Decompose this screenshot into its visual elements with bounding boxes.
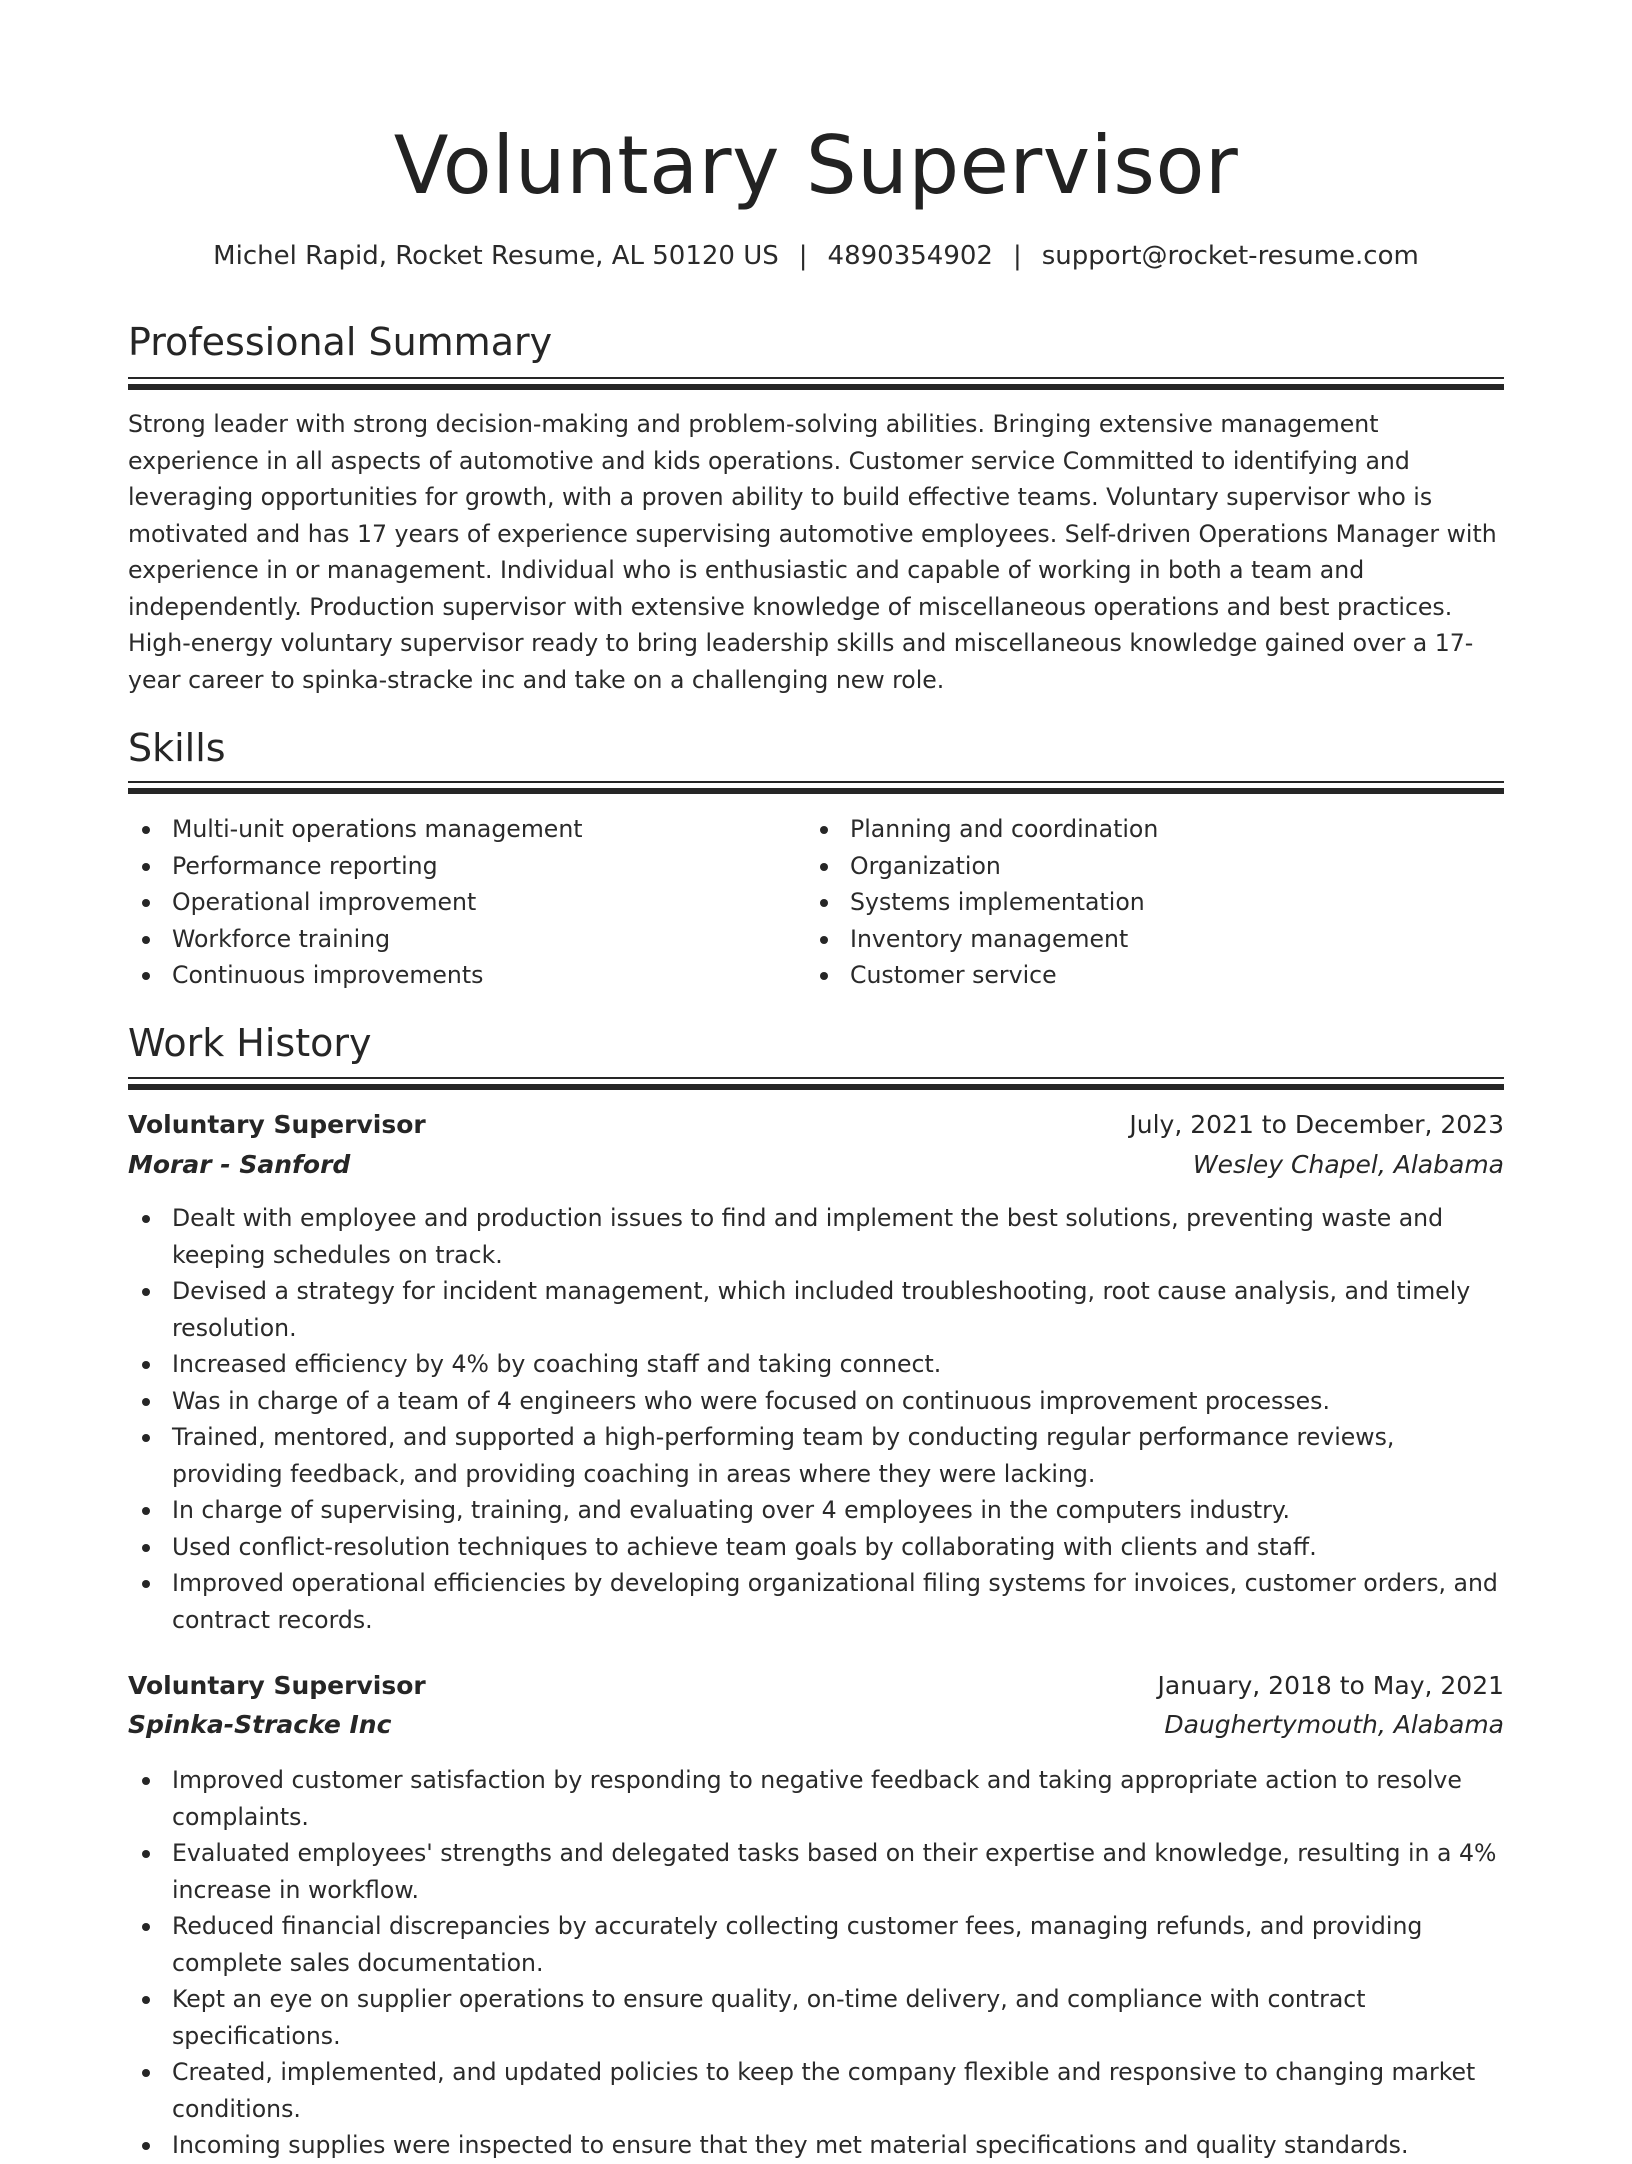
job-bullet: In charge of supervising, training, and evaluating over 4 employees in the computers industry.	[128, 1492, 1504, 1529]
job-title: Voluntary Supervisor	[128, 1671, 426, 1700]
job-bullet: Dealt with employee and production issues to find and implement the best solutions, preventing waste and keeping schedules on track.	[128, 1200, 1504, 1273]
bullet-icon	[820, 972, 828, 980]
skills-list-right	[806, 811, 1504, 994]
job-bullet: Used conflict-resolution techniques to achieve team goals by collaborating with clients and staff.	[128, 1529, 1504, 1566]
bullet-icon	[142, 2142, 150, 2150]
skill-item: Continuous improvements	[128, 957, 788, 994]
bullet-icon	[820, 899, 828, 907]
bullet-icon	[820, 936, 828, 944]
skills-heading: Skills	[128, 726, 226, 770]
skills-list-left	[128, 811, 788, 994]
contact-phone: 4890354902	[827, 241, 993, 271]
skill-item: Operational improvement	[128, 884, 788, 921]
job-bullet: Was in charge of a team of 4 engineers who were focused on continuous improvement processes.	[128, 1383, 1504, 1420]
bullet-icon	[142, 1923, 150, 1931]
job-bullet: Incoming supplies were inspected to ensure that they met material specifications and quality standards.	[128, 2127, 1504, 2164]
skill-item: Systems implementation	[806, 884, 1504, 921]
bullet-icon	[142, 1434, 150, 1442]
job-bullet: Increased efficiency by 4% by coaching staff and taking connect.	[128, 1346, 1504, 1383]
job-bullet: Reduced financial discrepancies by accurately collecting customer fees, managing refunds, and providing complete sales documentation.	[128, 1908, 1504, 1981]
bullet-icon	[142, 1398, 150, 1406]
job-company: Spinka-Stracke Inc	[128, 1710, 392, 1739]
skill-item: Planning and coordination	[806, 811, 1504, 848]
job-dates: July, 2021 to December, 2023	[1129, 1110, 1504, 1139]
resume-title: Voluntary Supervisor	[393, 119, 1239, 212]
job-bullet: Created, implemented, and updated policies to keep the company flexible and responsive to changing market conditions.	[128, 2054, 1504, 2127]
bullet-icon	[142, 1288, 150, 1296]
skill-item: Inventory management	[806, 921, 1504, 958]
job-location: Wesley Chapel, Alabama	[1192, 1150, 1504, 1179]
job-company: Morar - Sanford	[128, 1150, 351, 1179]
bullet-icon	[142, 1580, 150, 1588]
job-bullets	[128, 1200, 1504, 1638]
bullet-icon	[142, 826, 150, 834]
bullet-icon	[142, 863, 150, 871]
job-bullet: Kept an eye on supplier operations to ensure quality, on-time delivery, and compliance with contract specifications.	[128, 1981, 1504, 2054]
contact-separator: |	[798, 241, 808, 271]
skill-item: Multi-unit operations management	[128, 811, 788, 848]
skill-item: Workforce training	[128, 921, 788, 958]
job-bullet: Devised a strategy for incident management, which included troubleshooting, root cause analysis, and timely resolution.	[128, 1273, 1504, 1346]
skill-item: Performance reporting	[128, 848, 788, 885]
section-divider	[128, 781, 1504, 794]
section-divider	[128, 377, 1504, 390]
bullet-icon	[142, 1507, 150, 1515]
bullet-icon	[142, 1850, 150, 1858]
bullet-icon	[142, 972, 150, 980]
bullet-icon	[142, 1215, 150, 1223]
job-dates: January, 2018 to May, 2021	[1157, 1671, 1504, 1700]
bullet-icon	[142, 936, 150, 944]
bullet-icon	[142, 1361, 150, 1369]
bullet-icon	[142, 1544, 150, 1552]
bullet-icon	[142, 2069, 150, 2077]
bullet-icon	[142, 1996, 150, 2004]
job-title: Voluntary Supervisor	[128, 1110, 426, 1139]
contact-separator: |	[1012, 241, 1022, 271]
section-divider	[128, 1077, 1504, 1090]
bullet-icon	[142, 1777, 150, 1785]
summary-text: Strong leader with strong decision-making and problem-solving abilities. Bringing extensive management experience in all aspects of automotive and kids operations. Customer service Committed to identifying and leveraging opportunities for growth, with a proven ability to build effective teams. Voluntary supervisor who is motivated and has 17 years of experience supervising automotive employees. Self-driven Operations Manager with experience in or management. Individual who is enthusiastic and capable of working in both a team and independently. Production supervisor with extensive knowledge of miscellaneous operations and best practices. High-energy voluntary supervisor ready to bring leadership skills and miscellaneous knowledge gained over a 17-year career to spinka-stracke inc and take on a challenging new role.	[128, 410, 1497, 694]
job-bullet: Trained, mentored, and supported a high-performing team by conducting regular performance reviews, providing feedback, and providing coaching in areas where they were lacking.	[128, 1419, 1504, 1492]
work-history-heading: Work History	[128, 1021, 372, 1065]
contact-line	[0, 238, 1632, 274]
contact-email: support@rocket-resume.com	[1041, 241, 1419, 271]
bullet-icon	[142, 899, 150, 907]
job-bullet: Improved operational efficiencies by developing organizational filing systems for invoices, customer orders, and contract records.	[128, 1565, 1504, 1638]
summary-heading: Professional Summary	[128, 320, 553, 364]
job-bullets	[128, 1762, 1504, 2164]
job-location: Daughertymouth, Alabama	[1164, 1710, 1504, 1739]
bullet-icon	[820, 826, 828, 834]
job-bullet: Evaluated employees' strengths and delegated tasks based on their expertise and knowledge, resulting in a 4% increase in workflow.	[128, 1835, 1504, 1908]
contact-address: Michel Rapid, Rocket Resume, AL 50120 US	[213, 241, 779, 271]
job-bullet: Improved customer satisfaction by responding to negative feedback and taking appropriate action to resolve complaints.	[128, 1762, 1504, 1835]
skill-item: Customer service	[806, 957, 1504, 994]
skill-item: Organization	[806, 848, 1504, 885]
bullet-icon	[820, 863, 828, 871]
